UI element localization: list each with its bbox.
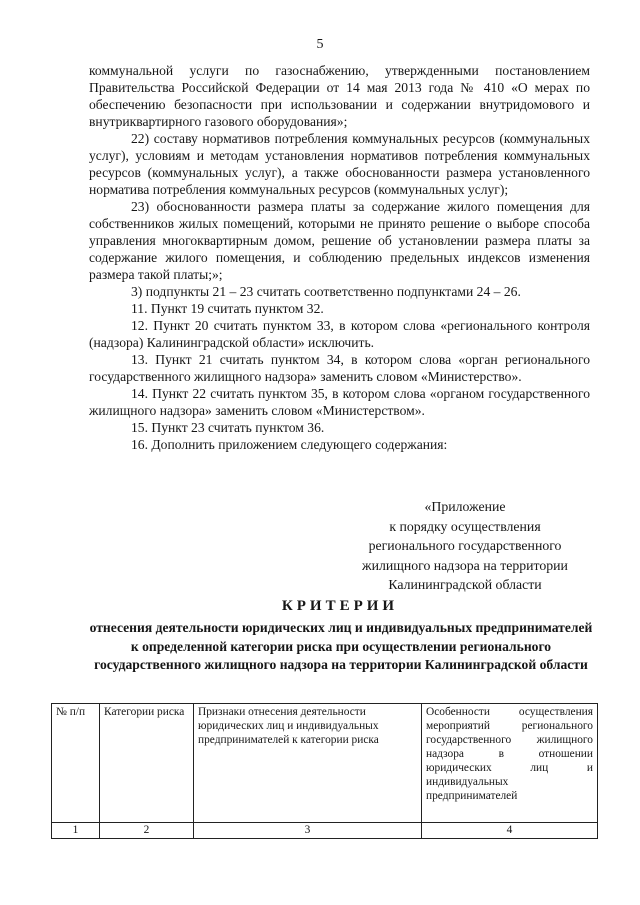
table-header-row [52, 704, 598, 823]
annex-header [340, 497, 590, 595]
header-cell-risk-category: Категории риска [100, 704, 194, 823]
paragraph-point-12: 12. Пункт 20 считать пунктом 33, в котором слова «регионального контроля (надзора) Калининградской области» исключить. [89, 318, 590, 350]
criteria-table [51, 703, 598, 839]
header-cell-features: Особенности осуществления мероприятий регионального государственного жилищного надзора в отношении юридических лиц и индивидуальных предпринимателей [422, 704, 598, 823]
table-row [52, 823, 598, 839]
header-cell-number: № п/п [52, 704, 100, 823]
criteria-title: КРИТЕРИИ [281, 598, 399, 614]
column-number-cell: 2 [100, 823, 194, 839]
annex-line: жилищного надзора на территории [362, 557, 568, 573]
paragraph-point-14: 14. Пункт 22 считать пунктом 35, в котором слова «органом государственного жилищного надзора» заменить словом «Министерством». [89, 386, 590, 418]
paragraph-item-23: 23) обоснованности размера платы за содержание жилого помещения для собственников жилых помещений, которыми не принято решение о выборе способа управления многоквартирным домом, решение об установлении размера платы за содержание жилого помещения, и соблюдению предельных индексов изменения размера такой платы;»; [89, 199, 590, 282]
paragraph-point-13: 13. Пункт 21 считать пунктом 34, в котором слова «орган регионального государственного жилищного надзора» заменить словом «Министерство». [89, 352, 590, 384]
paragraph-subitem-3: 3) подпункты 21 – 23 считать соответственно подпунктами 24 – 26. [131, 284, 521, 299]
page-number: 5 [316, 37, 324, 52]
header-cell-criteria: Признаки отнесения деятельности юридических лиц и индивидуальных предпринимателей к категории риска [194, 704, 422, 823]
paragraph-point-15: 15. Пункт 23 считать пунктом 36. [131, 420, 325, 435]
paragraph-continuation: коммунальной услуги по газоснабжению, утвержденными постановлением Правительства Российской Федерации от 14 мая 2013 года № 410 «О мерах по обеспечению безопасности при использовании и содержании внутридомового и внутриквартирного газового оборудования»; [89, 63, 590, 129]
criteria-subtitle: отнесения деятельности юридических лиц и индивидуальных предпринимателей к определенной категории риска при осуществлении регионального государственного жилищного надзора на территории Калининградской области [89, 620, 593, 672]
annex-line: регионального государственного [368, 538, 562, 553]
annex-line: «Приложение [424, 499, 506, 514]
body-text [89, 62, 590, 453]
paragraph-item-22: 22) составу нормативов потребления коммунальных ресурсов (коммунальных услуг), условиям и методам установления нормативов потребления коммунальных ресурсов (коммунальных услуг), а также обоснованности размера установленного норматива потребления коммунальных ресурсов (коммунальных услуг); [89, 131, 590, 197]
paragraph-point-16: 16. Дополнить приложением следующего содержания: [131, 437, 448, 452]
column-number-cell: 1 [52, 823, 100, 839]
annex-line: к порядку осуществления [389, 518, 541, 534]
column-number-cell: 4 [422, 823, 598, 839]
column-number-cell: 3 [194, 823, 422, 839]
annex-line: Калининградской области [388, 577, 542, 592]
paragraph-point-11: 11. Пункт 19 считать пунктом 32. [131, 301, 324, 316]
